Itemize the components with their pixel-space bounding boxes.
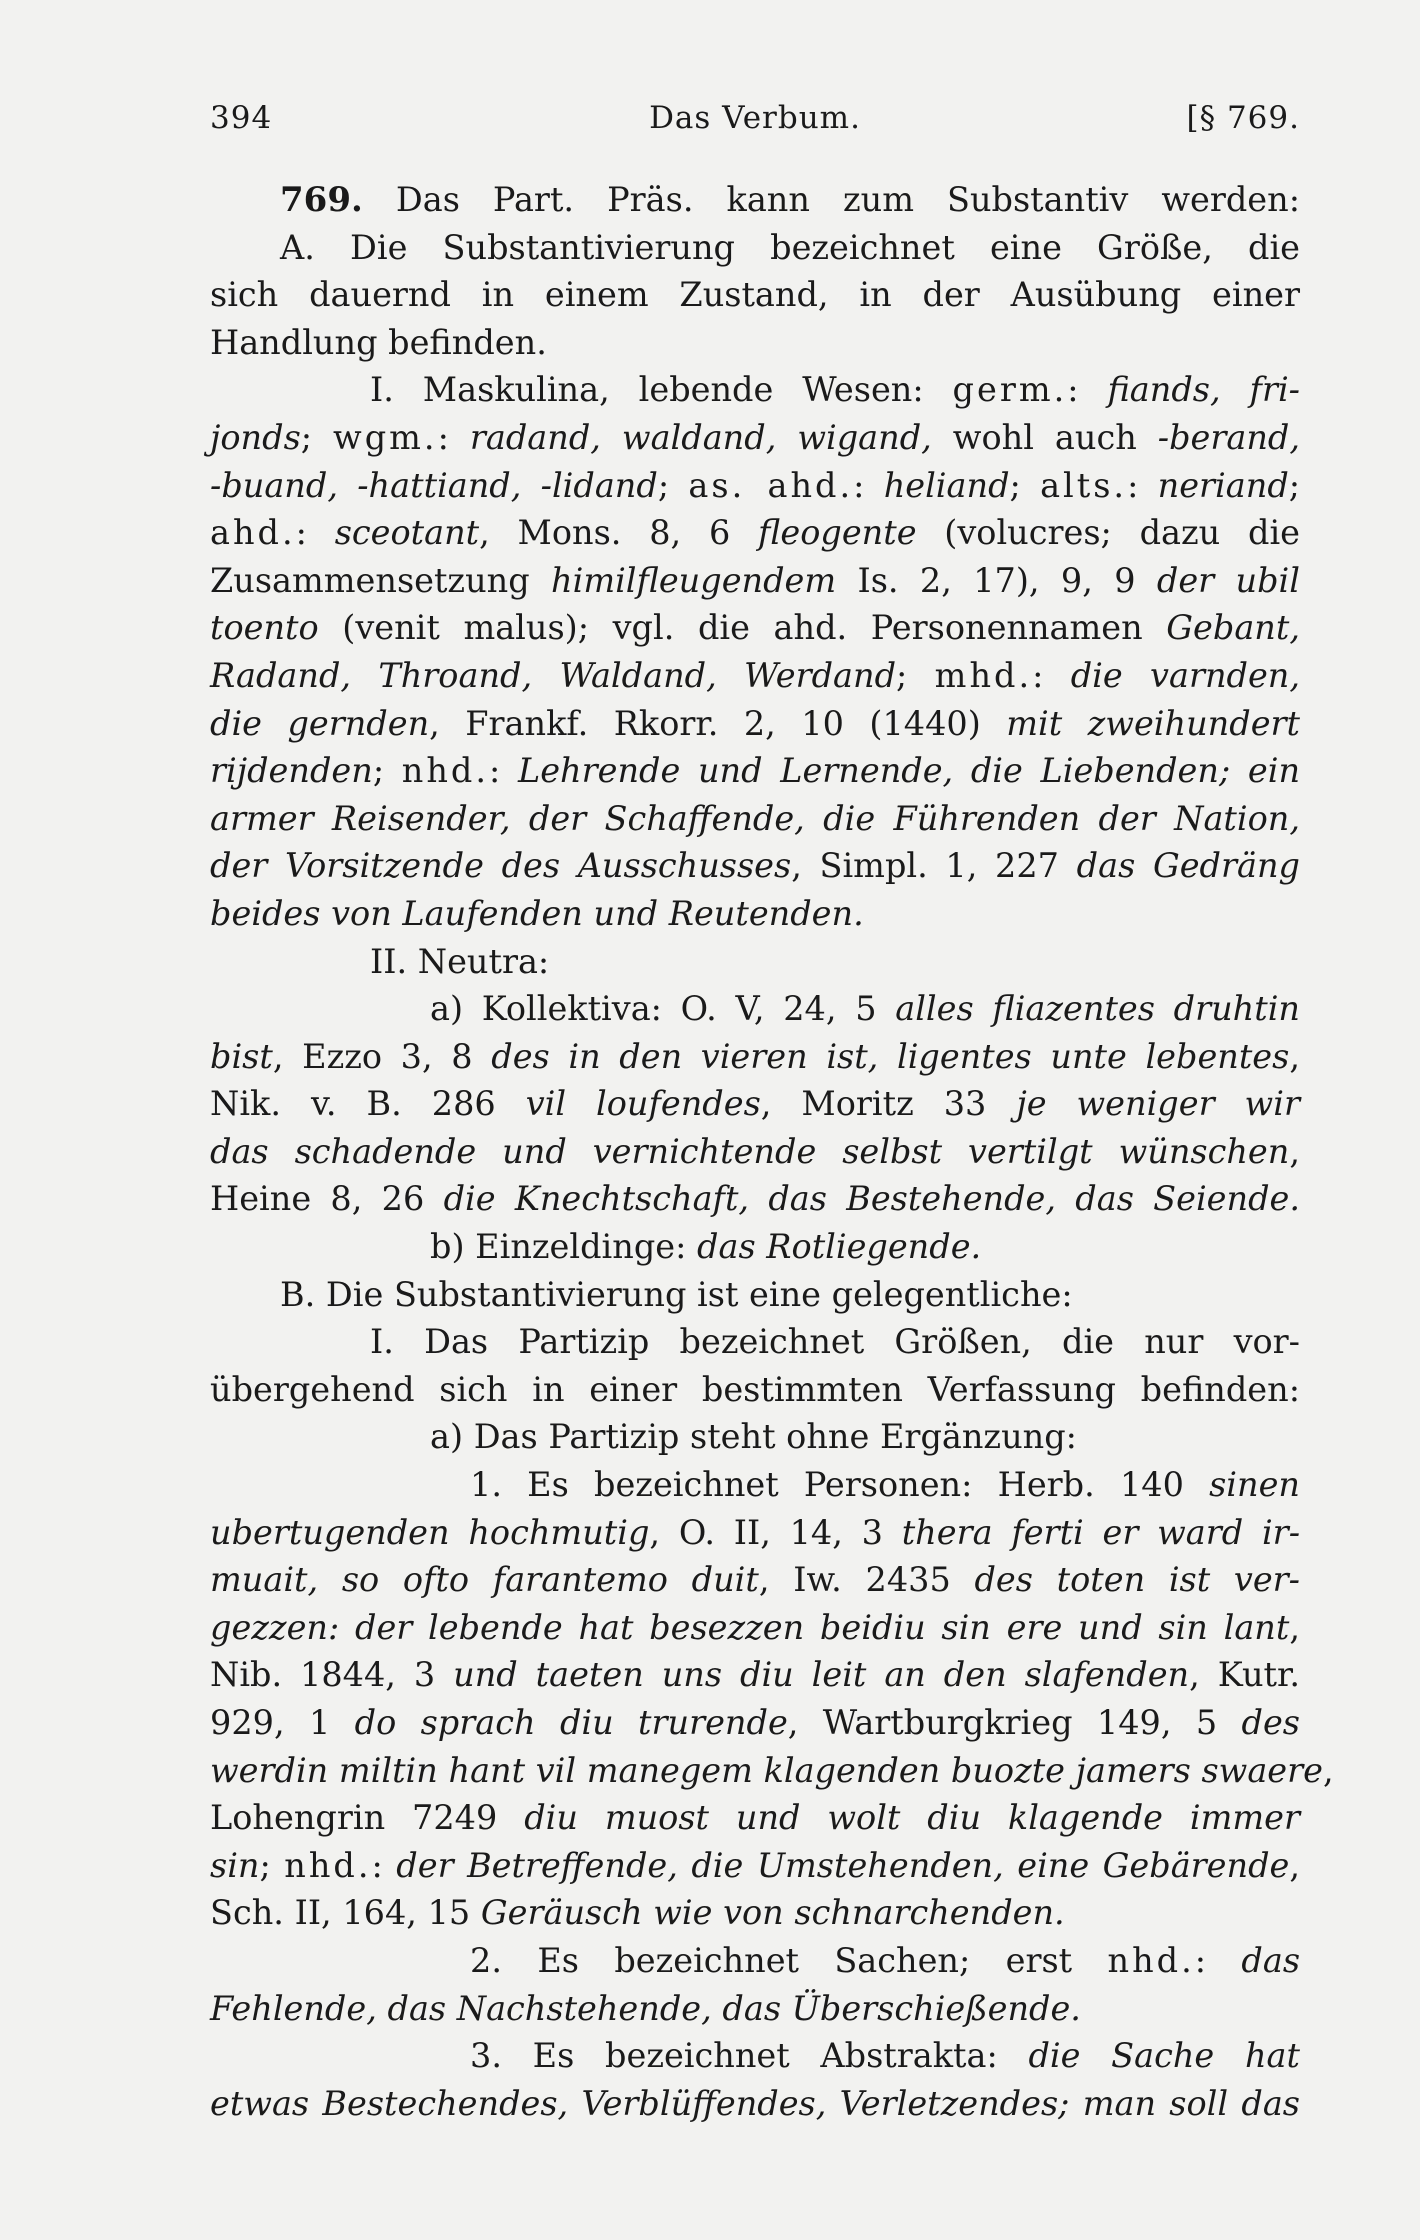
text-line: übergehend sich in einer bestimmten Verfassung befinden: [210,1369,1300,1409]
text-line: bist, Ezzo 3, 8 des in den vieren ist, ligentes unte lebentes, [210,1036,1300,1076]
text-line: beides von Laufenden und Reutenden. [210,893,864,933]
text-line: armer Reisender, der Schaffende, die Führenden der Nation, [210,798,1300,838]
text-line: werdin miltin hant vil manegem klagenden buozte jamers swaere, [210,1750,1334,1790]
text-line: sin; nhd.: der Betreffende, die Umstehenden, eine Gebärende, [210,1845,1301,1885]
text-line: ahd.: sceotant, Mons. 8, 6 fleogente (volucres; dazu die [210,513,1301,553]
book-page [210,100,1334,2127]
text-line: Nib. 1844, 3 und taeten uns diu leit an den slafenden, Kutr. [210,1655,1301,1695]
text-line: muait, so ofto farantemo duit, Iw. 2435 des toten ist ver- [210,1560,1301,1600]
text-line: jonds; wgm.: radand, waldand, wigand, wohl auch -berand, [210,417,1301,457]
text-line: a) Kollektiva: O. V, 24, 5 alles fliazentes druhtin [430,989,1300,1029]
text-line: 3. Es bezeichnet Abstrakta: die Sache hat [470,2036,1300,2076]
text-line: der Vorsitzende des Ausschusses, Simpl. 1, 227 das Gedräng [210,846,1300,886]
text-line: gezzen: der lebende hat besezzen beidiu sin ere und sin lant, [210,1607,1300,1647]
body-text [210,176,1334,2127]
text-line: Fehlende, das Nachstehende, das Überschießende. [210,1988,1081,2028]
text-line: II. Neutra: [370,941,550,981]
running-head [210,100,1300,150]
text-line: Radand, Throand, Waldand, Werdand; mhd.: die varnden, [210,655,1301,695]
text-line: sich dauernd in einem Zustand, in der Ausübung einer [210,275,1300,315]
text-line: die gernden, Frankf. Rkorr. 2, 10 (1440) mit zweihundert [210,703,1300,743]
text-line: Nik. v. B. 286 vil loufendes, Moritz 33 je weniger wir [210,1084,1300,1124]
text-line: I. Maskulina, lebende Wesen: germ.: fiands, fri- [370,370,1300,410]
text-line: 2. Es bezeichnet Sachen; erst nhd.: das [470,1940,1301,1980]
text-line: a) Das Partizip steht ohne Ergänzung: [430,1417,1077,1457]
text-line: B. Die Substantivierung ist eine gelegentliche: [280,1274,1073,1314]
text-line: das schadende und vernichtende selbst vertilgt wünschen, [210,1131,1300,1171]
section-reference: [§ 769. [1186,100,1300,136]
text-line: etwas Bestechendes, Verblüffendes, Verletzendes; man soll das [210,2083,1300,2123]
text-line: toento (venit malus); vgl. die ahd. Personennamen Gebant, [210,608,1300,648]
text-line: 929, 1 do sprach diu trurende, Wartburgkrieg 149, 5 des [210,1703,1300,1742]
text-line: 1. Es bezeichnet Personen: Herb. 140 sinen [470,1465,1300,1505]
text-line: ubertugenden hochmutig, O. II, 14, 3 thera ferti er ward ir- [210,1512,1301,1552]
text-line: Heine 8, 26 die Knechtschaft, das Bestehende, das Seiende. [210,1179,1300,1219]
text-line: Handlung befinden. [210,322,547,362]
text-line: I. Das Partizip bezeichnet Größen, die nur vor- [370,1322,1300,1362]
text-line: -buand, -hattiand, -lidand; as. ahd.: heliand; alts.: neriand; [210,465,1301,505]
text-line: Zusammensetzung himilfleugendem Is. 2, 17), 9, 9 der ubil [210,560,1300,600]
page-number: 394 [210,100,273,136]
text-line: rijdenden; nhd.: Lehrende und Lernende, die Liebenden; ein [210,751,1301,791]
text-line: Lohengrin 7249 diu muost und wolt diu klagende immer [210,1798,1300,1838]
text-line: b) Einzeldinge: das Rotliegende. [430,1227,982,1267]
text-line: 769. Das Part. Präs. kann zum Substantiv werden: [280,180,1300,220]
text-line: Sch. II, 164, 15 Geräusch wie von schnarchenden. [210,1893,1065,1933]
running-title: Das Verbum. [649,100,861,136]
text-line: A. Die Substantivierung bezeichnet eine Größe, die [280,227,1300,267]
